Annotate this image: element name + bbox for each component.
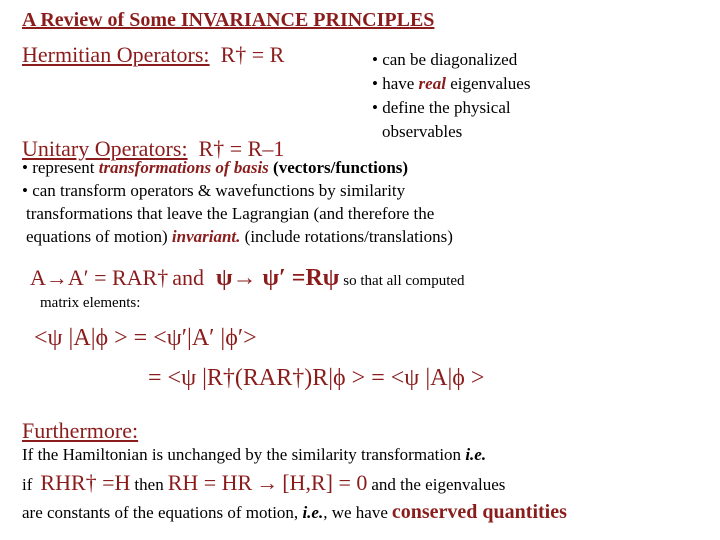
hermitian-heading: [22, 44, 284, 66]
matrix-elements-label: matrix elements:: [40, 295, 141, 311]
unitary-bullet-2-line2: transformations that leave the Lagrangian (and therefore the: [26, 204, 435, 223]
furthermore-line-1: If the Hamiltonian is unchanged by the similarity transformation i.e.: [22, 445, 487, 464]
commutator-equation: [H,R] = 0: [282, 470, 368, 495]
furthermore-heading: Furthermore:: [22, 418, 139, 443]
unitary-bullet-2-line3: equations of motion) invariant. (include rotations/translations): [26, 227, 453, 246]
unitary-bullet-1: • represent transformations of basis (vectors/functions): [22, 158, 409, 177]
page-title: A Review of Some INVARIANCE PRINCIPLES: [22, 9, 435, 31]
hermitian-bullet-1: • can be diagonalized: [372, 50, 518, 69]
rh-hr-equation: RH = HR: [167, 470, 253, 495]
matrix-equation-2: = <ψ |R†(RAR†)R|ϕ > = <ψ |A|ϕ >: [148, 365, 485, 391]
unitary-bullets: [22, 156, 453, 248]
matrix-equation-1: <ψ |A|ϕ > = <ψ′|A′ |ϕ′>: [34, 325, 257, 351]
unitary-bullet-2: • can transform operators & wavefunctions by similarity: [22, 181, 406, 200]
furthermore-line-2: if RHR† =H then RH = HR → [H,R] = 0 and the eigenvalues: [22, 470, 506, 495]
transform-line: [30, 266, 465, 290]
unitary-equation: R† = R–1: [198, 136, 285, 161]
hermitian-bullets: [372, 48, 530, 144]
operator-transform: A→A′ = RAR†: [30, 265, 169, 290]
implies-arrow: →: [256, 470, 279, 495]
hermitian-bullet-3-cont: observables: [382, 122, 463, 141]
rhr-equation: RHR† =H: [40, 470, 131, 495]
hermitian-bullet-3: • define the physical: [372, 98, 511, 117]
furthermore-line-3: are constants of the equations of motion, i.e., we have conserved quantities: [22, 501, 567, 523]
hermitian-label: Hermitian Operators:: [22, 42, 210, 67]
wavefunction-transform: ψ→ ψ′ =Rψ: [216, 265, 340, 291]
hermitian-bullet-2: • have real eigenvalues: [372, 74, 531, 93]
unitary-label: Unitary Operators:: [22, 136, 188, 161]
hermitian-equation: R† = R: [220, 42, 285, 67]
transform-tail: so that all computed: [343, 273, 465, 289]
conserved-quantities: conserved quantities: [391, 501, 567, 523]
and-word: and: [172, 265, 204, 290]
